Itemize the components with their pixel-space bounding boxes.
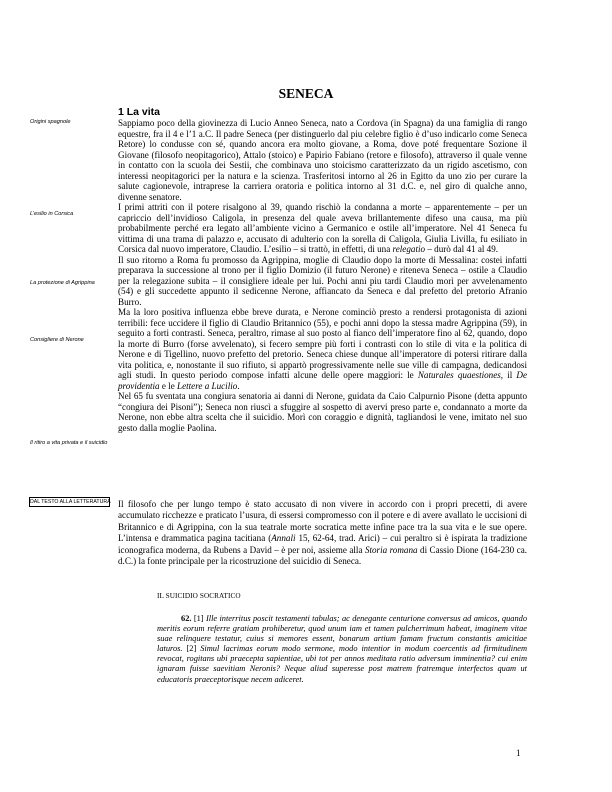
margin-note-agrippina: La protezione di Agrippina xyxy=(30,280,95,286)
paragraph-agrippina: Il suo ritorno a Roma fu promosso da Agrippina, moglie di Claudio dopo la morte di Messalina: costei infatti preparava la successione al trono per il figlio Domizio (il futuro Nerone) e riteneva Seneca – ostile a Claudio per la relegazione subita – il consigliere ideale per lui. Pochi anni piu tardi Claudio morì per avvelenamento (54) e gli succedette appunto il sedicenne Nerone, affiancato da Seneca e dal prefetto del pretorio Afranio Burro. xyxy=(118,254,527,307)
excerpt-heading: IL SUICIDIO SOCRATICO xyxy=(157,592,241,600)
paragraph-congiura: Nel 65 fu sventata una congiura senatoria ai danni di Nerone, guidata da Caio Calpurnio Pisone (detta appunto “congiura dei Pisoni”); Seneca non riuscì a sfuggire al sospetto di avervi preso parte e, condannato a morte da Nerone, non ebbe altra scelta che il suicidio. Morì con coraggio e dignità, tagliandosi le vene, imitato nel suo gesto dalla moglie Paolina. xyxy=(118,391,527,433)
chapter-number: 62. xyxy=(181,614,192,623)
paragraph-nerone: Ma la loro positiva influenza ebbe breve durata, e Nerone cominciò presto a rendersi protagonista di azioni terribili: fece uccidere il figlio di Claudio Britannico (55), e pochi anni dopo la stessa madre Agrippina (59), in seguito a forti contrasti. Seneca, peraltro, rimase al suo posto al fianco dell’imperatore fino al 62, quando, dopo la morte di Burro (forse avvelenato), si fecero sempre più forti i contrasti con lo stile di vita e la politica di Nerone e di Tigellino, nuovo prefetto del pretorio. Seneca chiese dunque all’imperatore di potersi ritirare dalla vita politica, e, nonostante il suo rifiuto, si appartò progressivamente nelle sue ville di campagna, dedicandosi agli studi. In questo periodo compose infatti alcune delle opere maggiori: le Naturales quaestiones, il De providentia e le Lettere a Lucilio. xyxy=(118,307,528,391)
margin-note-esilio: L’esilio in Corsica xyxy=(30,211,74,217)
page-number: 1 xyxy=(516,748,521,758)
page-title: SENECA xyxy=(278,86,334,101)
margin-note-ritiro: Il ritiro a vita privata e il suicidio xyxy=(30,440,108,446)
section-title: 1 La vita xyxy=(118,106,161,118)
paragraph-origini: Sappiamo poco della giovinezza di Lucio Anneo Seneca, nato a Cordova (in Spagna) da una famiglia di rango equestre, fra il 4 e l’1 a.C. Il padre Seneca (per distinguerlo dal piu celebre figlio è d’uso indicarlo come Seneca Retore) lo condusse con sé, quando ancora era molto giovane, a Roma, dove poté frequentare Sozione il Giovane (filosofo neopitagorico), Attalo (stoico) e Papirio Fabiano (retore e filosofo), attraverso il quale venne in contatto con la scuola dei Sestii, che combinava uno stoicismo caratterizzato da un rigido ascetismo, con interessi neopitagorici per la natura e la scienza. Trasferitosi intorno al 26 in Egitto da uno zio per curare la salute cagionevole, intraprese la carriera oratoria e politica intorno al 31 d.C. e, nel giro di qualche anno, divenne senatore. xyxy=(118,118,527,202)
relegatio-term: relegatio xyxy=(392,244,426,254)
closing-paragraph: Il filosofo che per lungo tempo è stato accusato di non vivere in accordo con i propri precetti, di avere accumulato ricchezze e praticato l’usura, di essersi compromesso con il potere e di avere avallato le uccisioni di Britannico e di Agrippina, con la sua teatrale morte socratica mette infine pace tra la sua vita e le sue opere. L’intensa e drammatica pagina tacitiana (Annali 15, 62-64, trad. Arici) – cui peraltro si è ispirata la tradizione iconografica moderna, da Rubens a David – è per noi, assieme alla Storia romana di Cassio Dione (164-230 ca. d.C.) la fonte principale per la ricostruzione del suicidio di Seneca. xyxy=(118,499,528,567)
margin-note-nerone: Consigliere di Nerone xyxy=(30,337,84,343)
margin-note-origini: Origini spagnole xyxy=(30,119,71,125)
biography-text xyxy=(118,118,527,433)
paragraph-esilio: I primi attriti con il potere risalgono al 39, quando rischiò la condanna a morte – apparentemente – per un capriccio dell’invidioso Caligola, in presenza del quale aveva brillantemente difeso una causa, ma più probabilmente perché era legato all’ambiente vicino a Germanico e ostile all’imperatore. Nel 41 Seneca fu vittima di una trama di palazzo e, accusato di adulterio con la sorella di Caligola, Giulia Livilla, fu esiliato in Corsica dal nuovo imperatore, Claudio. L’esilio – si trattò, in effetti, di una relegatio – durò dal 41 al 49. xyxy=(118,202,527,254)
latin-excerpt: 62. [1] Ille interritus poscit testamenti tabulas; ac denegante centurione conversus ad amicos, quando meritis eorum referre gratiam prohiberetur, quod unum iam et tamen pulcherrimum habeat, imaginem vitae suae relinquere testatur, cuius si memores essent, bonarum artium famam fructum constantis amicitiae laturos. [2] Simul lacrimas eorum modo sermone, modo intentior in modum coercentis ad firmitudinem revocat, rogitans ubi praecepta sapientiae, ubi tot per annos meditata ratio adversum imminentia? cui enim ignaram fuisse saevitiam Neronis? Neque aliud superesse post matrem fratremque interfectos quam ut educatoris praeceptorisque necem adiceret. xyxy=(157,614,528,684)
margin-box-note: DAL TESTO ALLA LETTERATURA xyxy=(30,499,111,505)
